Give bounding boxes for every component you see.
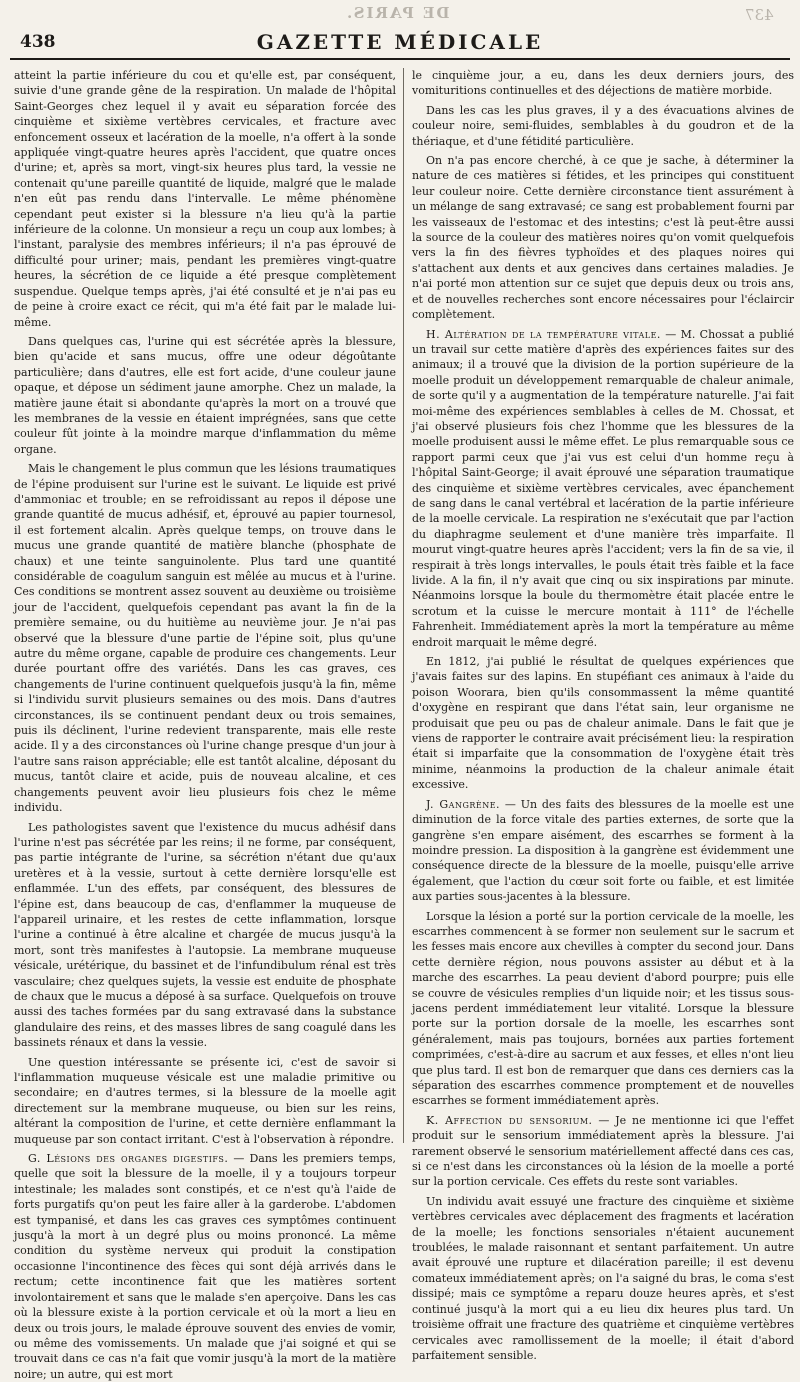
section-paragraph: H. Altération de la température vitale. — M. Chossat a publié un travail sur cette matière d'après des expériences faites sur des animaux; il a trouvé que la division de la portion supérieure de la moelle produit un développement remarquable de chaleur animale, de sorte qu'il y a augmentation de la température naturelle. J'ai fait moi-même des expériences semblables à celles de M. Chossat, et j'ai observé plusieurs fois chez l'homme que les blessures de la moelle produisent aussi le même effet. Le plus remarquable sous ce rapport parmi ceux que j'ai vus est celui d'un homme reçu à l'hôpital Saint-George; il avait éprouvé une séparation traumatique des cinquième et sixième vertèbres cervicales, avec épanchement de sang dans le canal vertébral et lacération de la partie inférieure de la moelle cervicale. La respiration ne s'exécutait que par l'action du diaphragme seulement et d'une manière très imparfaite. Il mourut vingt-quatre heures après l'accident; vers la fin de sa vie, il respirait à très longs intervalles, le pouls était très faible et la face livide. A la fin, il n'y avait que cinq ou six inspirations par minute. Néanmoins lorsque la boule du thermomètre était placée entre le scrotum et la cuisse le mercure montait à 111° de l'échelle Fahrenheit. Immédiatement après la mort la température au même endroit marquait le même degré. <box>412 327 795 649</box>
right-column <box>412 68 795 1362</box>
section-heading: J. Gangrène. <box>426 797 501 811</box>
paragraph: atteint la partie inférieure du cou et qu'elle est, par conséquent, suivie d'une grande gêne de la respiration. Un malade de l'hôpital Saint-Georges chez lequel il y avait eu séparation forcée des cinquième et sixième vertèbres cervicales, et fracture avec enfoncement osseux et lacération de la moelle, n'a offert à la sonde appliquée vingt-quatre heures après l'accident, que quatre onces d'urine; et, après sa mort, vingt-six heures plus tard, la vessie ne contenait qu'une pareille quantité de liquide, malgré que le malade n'en eût pas rendu dans l'intervalle. Le même phénomène cependant peut exister si la blessure n'a lieu qu'à la partie inférieure de la colonne. Un monsieur a reçu un coup aux lombes; à l'instant, paralysie des membres inférieurs; il n'a pas éprouvé de difficulté pour uriner; mais, pendant les premières vingt-quatre heures, la sécrétion de ce liquide a été presque complètement suspendue. Quelque temps après, j'ai été consulté et je n'ai pas eu de peine à croire exact ce récit, qui m'a été fait par le malade lui-même. <box>14 69 396 329</box>
bleed-through-title: DE PARIS. <box>345 4 450 22</box>
section-heading: K. Affection du sensorium. <box>426 1113 593 1127</box>
paragraph: Un individu avait essuyé une fracture des cinquième et sixième vertèbres cervicales avec déplacement des fragments et lacération de la moelle; les fonctions sensoriales n'étaient aucunement troublées, le malade raisonnant et sentant parfaitement. Un autre avait éprouvé une rupture et dilacération pareille; il est devenu comateux immédiatement après; on l'a saigné du bras, le coma s'est dissipé; mais ce symptôme a reparu douze heures après, et s'est continué jusqu'à la mort qui a eu lieu dix heures plus tard. Un troisième offrait une fracture des quatrième et cinquième vertèbres cervicales avec ramollissement de la moelle; il était d'abord parfaitement sensible. <box>412 1194 794 1362</box>
section-paragraph: J. Gangrène. — Un des faits des blessures de la moelle est une diminution de la force vitale des parties externes, de sorte que la gangrène s'en empare aisément, des escarrhes se forment à la moindre pression. La disposition à la gangrène est évidemment une conséquence directe de la blessure de la moelle, puisqu'elle arrive également, que l'action du cœur soit forte ou faible, et est limitée aux parties sous-jacentes à la blessure. <box>412 797 794 904</box>
page-number: 438 <box>20 32 56 52</box>
section-heading: H. Altération de la température vitale. <box>426 327 661 341</box>
paragraph: En 1812, j'ai publié le résultat de quelques expériences que j'avais faites sur des lapins. En stupéfiant ces animaux à l'aide du poison Woorara, bien qu'ils consommassent la même quantité d'oxygène en respirant que dans l'état sain, leur organisme ne produisait que peu ou pas de chaleur animale. Dans le fait que je viens de rapporter le contraire avait précisément lieu: la respiration était si imparfaite que la consommation de l'oxygène était très minime, néanmoins la production de la chaleur animale était excessive. <box>412 655 794 792</box>
section-paragraph: K. Affection du sensorium. — Je ne mentionne ici que l'effet produit sur le sensorium immédiatement après la blessure. J'ai rarement observé le sensorium matériellement affecté dans ces cas, si ce n'est dans les circonstances où la lésion de la moelle a porté sur la portion cervicale. Ces effets du reste sont variables. <box>412 1113 794 1189</box>
paragraph: Les pathologistes savent que l'existence du mucus adhésif dans l'urine n'est pas sécrétée par les reins; il ne forme, par conséquent, pas partie intégrante de l'urine, sa sécrétion n'étant due qu'aux uretères et à la vessie, surtout à cette dernière lorsqu'elle est enflammée. L'un des effets, par conséquent, des blessures de l'épine est, dans beaucoup de cas, d'enflammer la muqueuse de l'appareil urinaire, et les restes de cette inflammation, lorsque l'urine a continué à être alcaline et chargée de mucus jusqu'à la mort, sont très manifestes à l'autopsie. La membrane muqueuse vésicale, urétérique, du bassinet et de l'infundibulum rénal est très vasculaire; chez quelques sujets, la vessie est enduite de phosphate de chaux que le mucus a déposé à sa surface. Quelquefois on trouve aussi des taches formées par du sang extravasé dans la substance glandulaire des reins, et des masses libres de sang coagulé dans les bassinets rénaux et dans la vessie. <box>14 820 396 1050</box>
left-column <box>14 68 396 1381</box>
column-divider <box>403 68 404 1143</box>
paragraph: Une question intéressante se présente ici, c'est de savoir si l'inflammation muqueuse vésicale est une maladie primitive ou secondaire; en d'autres termes, si la blessure de la moelle agit directement sur la membrane muqueuse, ou bien sur les reins, altérant la composition de l'urine, et cette dernière enflammant la muqueuse par son contact irritant. C'est à l'observation à répondre. <box>14 1055 396 1146</box>
section-paragraph: G. Lésions des organes digestifs. — Dans les premiers temps, quelle que soit la blessure de la moelle, il y a toujours torpeur intestinale; les malades sont constipés, et ce n'est qu'à l'aide de forts purgatifs qu'on peut les faire aller à la garderobe. L'abdomen est tympanisé, et dans les cas graves ces symptômes continuent jusqu'à la mort à un degré plus ou moins prononcé. La même condition du système nerveux qui produit la constipation occasionne l'incontinence des fèces qui sont déjà arrivés dans le rectum; cette incontinence fait que les matières sortent involontairement et sans que le malade s'en aperçoive. Dans les cas où la blessure existe à la portion cervicale et où la mort a lieu en deux ou trois jours, le malade éprouve souvent des envies de vomir, ou même des vomissements. Un malade que j'ai soigné et qui se trouvait dans ce cas n'a fait que vomir jusqu'à la mort de la matière noire; un autre, qui est mort <box>14 1152 396 1381</box>
paragraph: Lorsque la lésion a porté sur la portion cervicale de la moelle, les escarrhes commencent à se former non seulement sur le sacrum et les fesses mais encore aux chevilles à compter du second jour. Dans cette dernière région, nous pouvons assister au début et à la marche des escarrhes. La peau devient d'abord pourpre; puis elle se couvre de vésicules remplies d'un liquide noir; et les tissus sous-jacens perdent immédiatement leur vitalité. Lorsque la blessure porte sur la portion dorsale de la moelle, les escarrhes sont généralement, mais pas toujours, bornées aux parties fortement comprimées, c'est-à-dire au sacrum et aux fesses, et elles n'ont lieu que plus tard. Il est bon de remarquer que dans ces derniers cas la séparation des escarrhes commence promptement et de nouvelles escarrhes se forment immédiatement après. <box>412 909 794 1108</box>
paragraph: Mais le changement le plus commun que les lésions traumatiques de l'épine produisent sur l'urine est le suivant. Le liquide est privé d'ammoniac et trouble; en se refroidissant au repos il dépose une grande quantité de mucus adhésif, et, éprouvé au papier tournesol, il est fortement alcalin. Après quelque temps, on trouve dans le mucus une grande quantité de matière blanche (phosphate de chaux) et une teinte sanguinolente. Plus tard une quantité considérable de coagulum sanguin est mêlée au mucus et à l'urine. Ces conditions se montrent assez souvent au deuxième ou troisième jour de l'accident, quelquefois cependant pas avant la fin de la première semaine, ou du huitième au neuvième jour. Je n'ai pas observé que la blessure d'une partie de l'épine soit, plus qu'une autre du même organe, capable de produire ces changements. Leur durée pourtant offre des variétés. Dans les cas graves, ces changements de l'urine continuent quelquefois jusqu'à la fin, même si l'individu survit plusieurs semaines ou des mois. Dans d'autres circonstances, ils se continuent pendant deux ou trois semaines, puis ils déclinent, l'urine redevient transparente, mais elle reste acide. Il y a des circonstances où l'urine change presque d'un jour à l'autre sans raison appréciable; elle est tantôt alcaline, déposant du mucus, tantôt claire et acide, puis de nouveau alcaline, et ces changements peuvent avoir lieu plusieurs fois chez le même individu. <box>14 462 396 815</box>
paragraph: le cinquième jour, a eu, dans les deux derniers jours, des vomituritions continuelles et des déjections de matière morbide. <box>412 69 794 98</box>
bleed-through-number: 437 <box>745 6 774 24</box>
paragraph: Dans les cas les plus graves, il y a des évacuations alvines de couleur noire, semi-fluides, semblables à du goudron et de la thériaque, et d'une fétidité particulière. <box>412 103 794 148</box>
journal-title: GAZETTE MÉDICALE <box>256 30 544 54</box>
paragraph: On n'a pas encore cherché, à ce que je sache, à déterminer la nature de ces matières si fétides, et les principes qui constituent leur couleur noire. Cette dernière circonstance tient assurément à un mélange de sang extravasé; ce sang est probablement fourni par les vaisseaux de l'estomac et des intestins; c'est là peut-être aussi la source de la couleur des matières noires qu'on vomit quelquefois vers la fin des fièvres typhoïdes et des plaques noires qui s'attachent aux dents et aux gencives dans certaines maladies. Je n'ai porté mon attention sur ce sujet que depuis deux ou trois ans, et de nouvelles recherches sont encore nécessaires pour l'éclaircir complètement. <box>412 154 794 322</box>
section-heading: G. Lésions des organes digestifs. <box>28 1152 229 1166</box>
page-header <box>10 28 790 60</box>
paragraph: Dans quelques cas, l'urine qui est sécrétée après la blessure, bien qu'acide et sans mucus, offre une odeur dégoûtante particulière; dans d'autres, elle est fort acide, d'une couleur jaune opaque, et dépose un sédiment jaune amorphe. Chez un malade, la matière jaune était si abondante qu'après la mort on a trouvé que les membranes de la vessie en étaient imprégnées, sans que cette couleur fût jointe à la moindre marque d'inflammation du même organe. <box>14 334 396 456</box>
